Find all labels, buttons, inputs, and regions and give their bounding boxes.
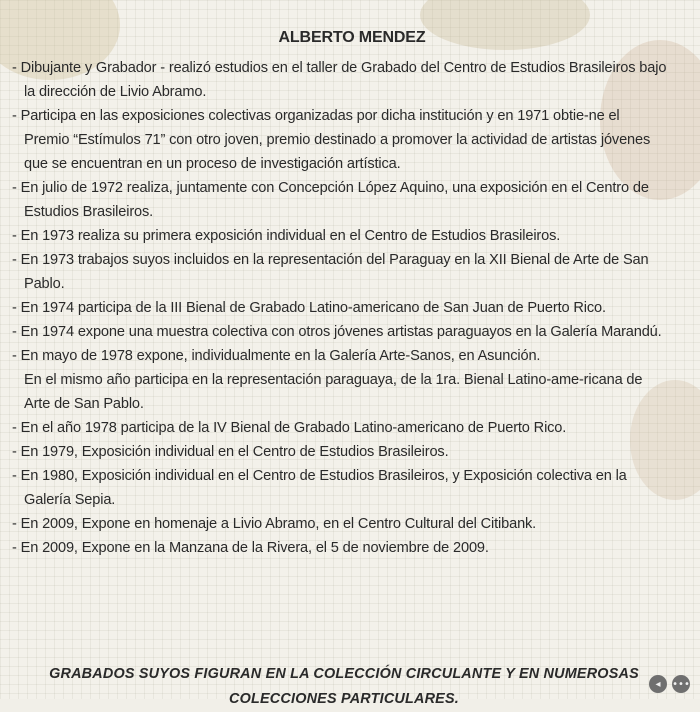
list-item: - En 2009, Expone en la Manzana de la Rivera, el 5 de noviembre de 2009. — [12, 540, 489, 556]
document-body — [12, 26, 668, 560]
list-item: - En 1980, Exposición individual en el Centro de Estudios Brasileiros, y Exposición colectiva en la Galería Sepia. — [12, 468, 627, 508]
list-item: - Dibujante y Grabador - realizó estudios en el taller de Grabado del Centro de Estudios Brasileiros bajo la dirección de Livio Abramo. — [12, 60, 667, 100]
document-footer: GRABADOS SUYOS FIGURAN EN LA COLECCIÓN CIRCULANTE Y EN NUMEROSAS COLECCIONES PARTICULARES. — [49, 666, 639, 708]
viewer-nav — [649, 675, 690, 693]
list-item: - Participa en las exposiciones colectivas organizadas por dicha institución y en 1971 obtie-ne el Premio “Estímulos 71” con otro joven, premio destinado a promover la actividad de artistas jóvenes que se encuentran en un proceso de investigación artística. — [12, 108, 651, 172]
list-item: - En 1979, Exposición individual en el Centro de Estudios Brasileiros. — [12, 444, 449, 460]
list-item: - En 1974 expone una muestra colectiva con otros jóvenes artistas paraguayos en la Galería Marandú. — [12, 324, 662, 340]
list-item: - En 1974 participa de la III Bienal de Grabado Latino-americano de San Juan de Puerto Rico. — [12, 300, 606, 316]
list-item: - En el año 1978 participa de la IV Bienal de Grabado Latino-americano de Puerto Rico. — [12, 420, 567, 436]
more-icon[interactable]: ••• — [672, 675, 690, 693]
list-item: - En 1973 trabajos suyos incluidos en la representación del Paraguay en la XII Bienal de Arte de San Pablo. — [12, 252, 649, 292]
prev-icon[interactable]: ◂ — [649, 675, 667, 693]
list-item: - En mayo de 1978 expone, individualmente en la Galería Arte-Sanos, en Asunción. — [12, 348, 541, 364]
document-title: ALBERTO MENDEZ — [278, 29, 426, 46]
list-item: - En 2009, Expone en homenaje a Livio Abramo, en el Centro Cultural del Citibank. — [12, 516, 537, 532]
list-item-continuation: En el mismo año participa en la representación paraguaya, de la 1ra. Bienal Latino-ame-ricana de Arte de San Pablo. — [24, 372, 643, 412]
list-item: - En julio de 1972 realiza, juntamente con Concepción López Aquino, una exposición en el Centro de Estudios Brasileiros. — [12, 180, 649, 220]
list-item: - En 1973 realiza su primera exposición individual en el Centro de Estudios Brasileiros. — [12, 228, 561, 244]
